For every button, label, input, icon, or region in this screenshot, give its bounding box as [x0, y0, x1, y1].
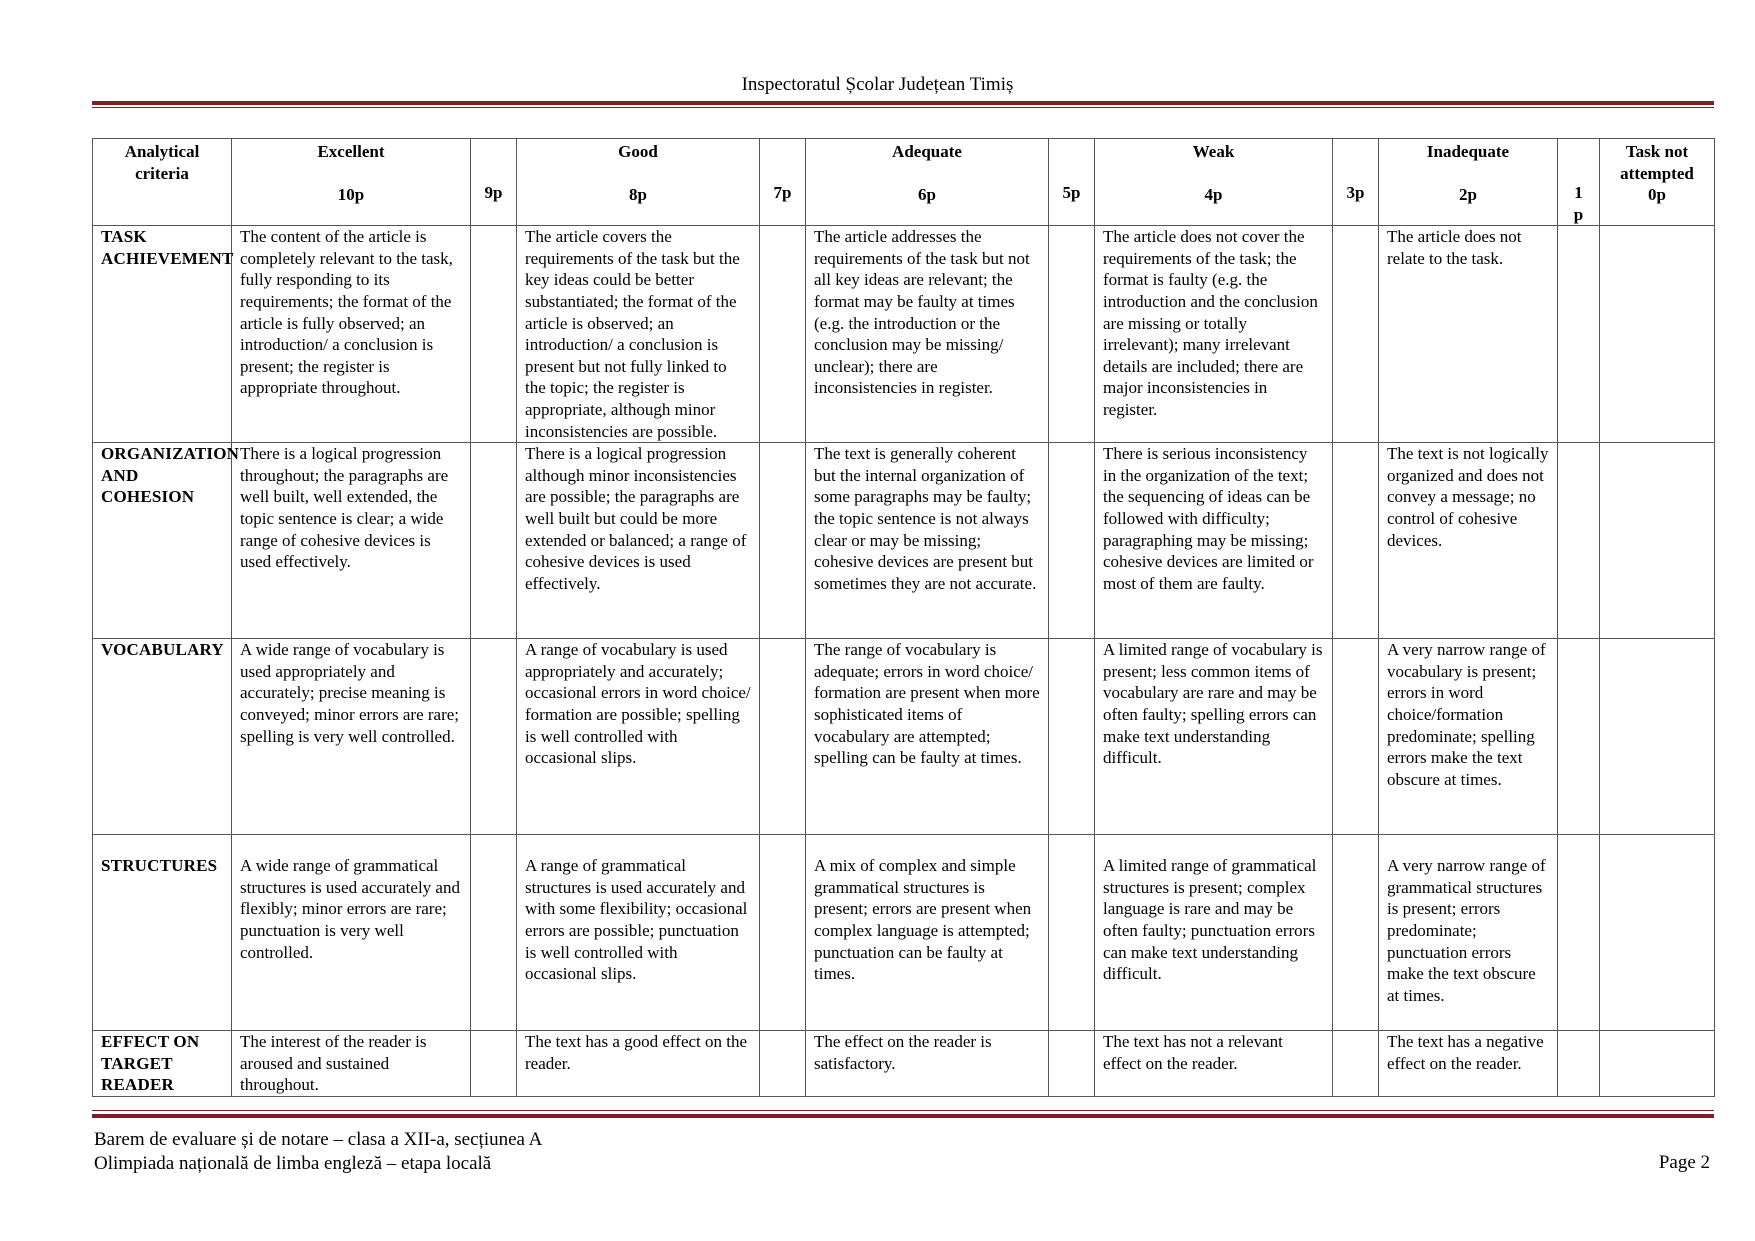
table-row: [93, 1031, 1715, 1097]
footer-line-2: Olimpiada națională de limba engleză – etapa locală: [94, 1153, 492, 1174]
footer-rule: [92, 1114, 1714, 1118]
inadequate-cell: The article does not relate to the task.: [1379, 226, 1558, 443]
footer-text: [94, 1128, 542, 1176]
table-row: [93, 639, 1715, 835]
table-row: [93, 226, 1715, 443]
excellent-cell: A wide range of vocabulary is used appropriately and accurately; precise meaning is conveyed; minor errors are rare; spelling is very well controlled.: [232, 639, 471, 835]
assessment-rubric-table: [92, 138, 1715, 1097]
page-number: Page 2: [1658, 1152, 1710, 1173]
table-row: [93, 443, 1715, 639]
weak-cell: There is serious inconsistency in the organization of the text; the sequencing of ideas can be followed with difficulty; paragraphing may be missing; cohesive devices are limited or most of them are faulty.: [1095, 443, 1333, 639]
inadequate-cell: The text has a negative effect on the reader.: [1379, 1031, 1558, 1097]
adequate-cell: The range of vocabulary is adequate; errors in word choice/ formation are present when more sophisticated items of vocabulary are attempted; spelling can be faulty at times.: [806, 639, 1049, 835]
col-1p: 1 p: [1558, 139, 1600, 226]
criterion-cell: TASK ACHIEVEMENT: [93, 226, 232, 443]
table-row: [93, 835, 1715, 1031]
adequate-cell: The article addresses the requirements of the task but not all key ideas are relevant; the format may be faulty at times (e.g. the introduction or the conclusion may be missing/ unclear); there are inconsistencies in register.: [806, 226, 1049, 443]
col-excellent: Excellent 10p: [232, 139, 471, 226]
col-criteria: Analytical criteria: [93, 139, 232, 226]
excellent-cell: The content of the article is completely relevant to the task, fully responding to its requirements; the format of the article is fully observed; an introduction/ a conclusion is present; the register is appropriate throughout.: [232, 226, 471, 443]
weak-cell: A limited range of grammatical structures is present; complex language is rare and may be often faulty; punctuation errors can make text understanding difficult.: [1095, 835, 1333, 1031]
col-good: Good 8p: [517, 139, 760, 226]
col-5p: 5p: [1049, 139, 1095, 226]
header-row: [93, 139, 1715, 226]
col-3p: 3p: [1333, 139, 1379, 226]
good-cell: There is a logical progression although minor inconsistencies are possible; the paragraphs are well built but could be more extended or balanced; a range of cohesive devices is used effectively.: [517, 443, 760, 639]
adequate-cell: A mix of complex and simple grammatical structures is present; errors are present when complex language is attempted; punctuation can be faulty at times.: [806, 835, 1049, 1031]
col-adequate: Adequate 6p: [806, 139, 1049, 226]
adequate-cell: The text is generally coherent but the internal organization of some paragraphs may be faulty; the topic sentence is not always clear or may be missing; cohesive devices are present but sometimes they are not accurate.: [806, 443, 1049, 639]
footer-rule-thin: [92, 1110, 1714, 1111]
excellent-cell: There is a logical progression throughout; the paragraphs are well built, well extended, the topic sentence is clear; a wide range of cohesive devices is used effectively.: [232, 443, 471, 639]
weak-cell: The article does not cover the requirements of the task; the format is faulty (e.g. the introduction and the conclusion are missing or totally irrelevant); many irrelevant details are included; there are major inconsistencies in register.: [1095, 226, 1333, 443]
col-task-not-attempted: Task not attempted 0p: [1600, 139, 1715, 226]
footer-line-1: Barem de evaluare și de notare – clasa a XII-a, secțiunea A: [94, 1129, 543, 1150]
weak-cell: The text has not a relevant effect on the reader.: [1095, 1031, 1333, 1097]
good-cell: The text has a good effect on the reader.: [517, 1031, 760, 1097]
good-cell: A range of vocabulary is used appropriately and accurately; occasional errors in word choice/ formation are possible; spelling is well controlled with occasional slips.: [517, 639, 760, 835]
adequate-cell: The effect on the reader is satisfactory.: [806, 1031, 1049, 1097]
page-header-title: Inspectoratul Școlar Județean Timiș: [741, 74, 1014, 95]
criterion-cell: EFFECT ON TARGET READER: [93, 1031, 232, 1097]
criterion-cell: VOCABULARY: [93, 639, 232, 835]
good-cell: The article covers the requirements of the task but the key ideas could be better substantiated; the format of the article is observed; an introduction/ a conclusion is present but not fully linked to the topic; the register is appropriate, although minor inconsistencies are possible.: [517, 226, 760, 443]
good-cell: A range of grammatical structures is used accurately and with some flexibility; occasional errors are possible; punctuation is well controlled with occasional slips.: [517, 835, 760, 1031]
excellent-cell: A wide range of grammatical structures is used accurately and flexibly; minor errors are rare; punctuation is very well controlled.: [232, 835, 471, 1031]
col-weak: Weak 4p: [1095, 139, 1333, 226]
inadequate-cell: The text is not logically organized and does not convey a message; no control of cohesive devices.: [1379, 443, 1558, 639]
inadequate-cell: A very narrow range of grammatical structures is present; errors predominate; punctuation errors make the text obscure at times.: [1379, 835, 1558, 1031]
col-9p: 9p: [471, 139, 517, 226]
col-7p: 7p: [760, 139, 806, 226]
col-inadequate: Inadequate 2p: [1379, 139, 1558, 226]
header-rule: [92, 101, 1714, 105]
criterion-cell: STRUCTURES: [93, 835, 232, 1031]
inadequate-cell: A very narrow range of vocabulary is present; errors in word choice/formation predominate; spelling errors make the text obscure at times.: [1379, 639, 1558, 835]
excellent-cell: The interest of the reader is aroused and sustained throughout.: [232, 1031, 471, 1097]
criterion-cell: ORGANIZATION AND COHESION: [93, 443, 232, 639]
weak-cell: A limited range of vocabulary is present; less common items of vocabulary are rare and may be often faulty; spelling errors can make text understanding difficult.: [1095, 639, 1333, 835]
header-rule-thin: [92, 107, 1714, 108]
